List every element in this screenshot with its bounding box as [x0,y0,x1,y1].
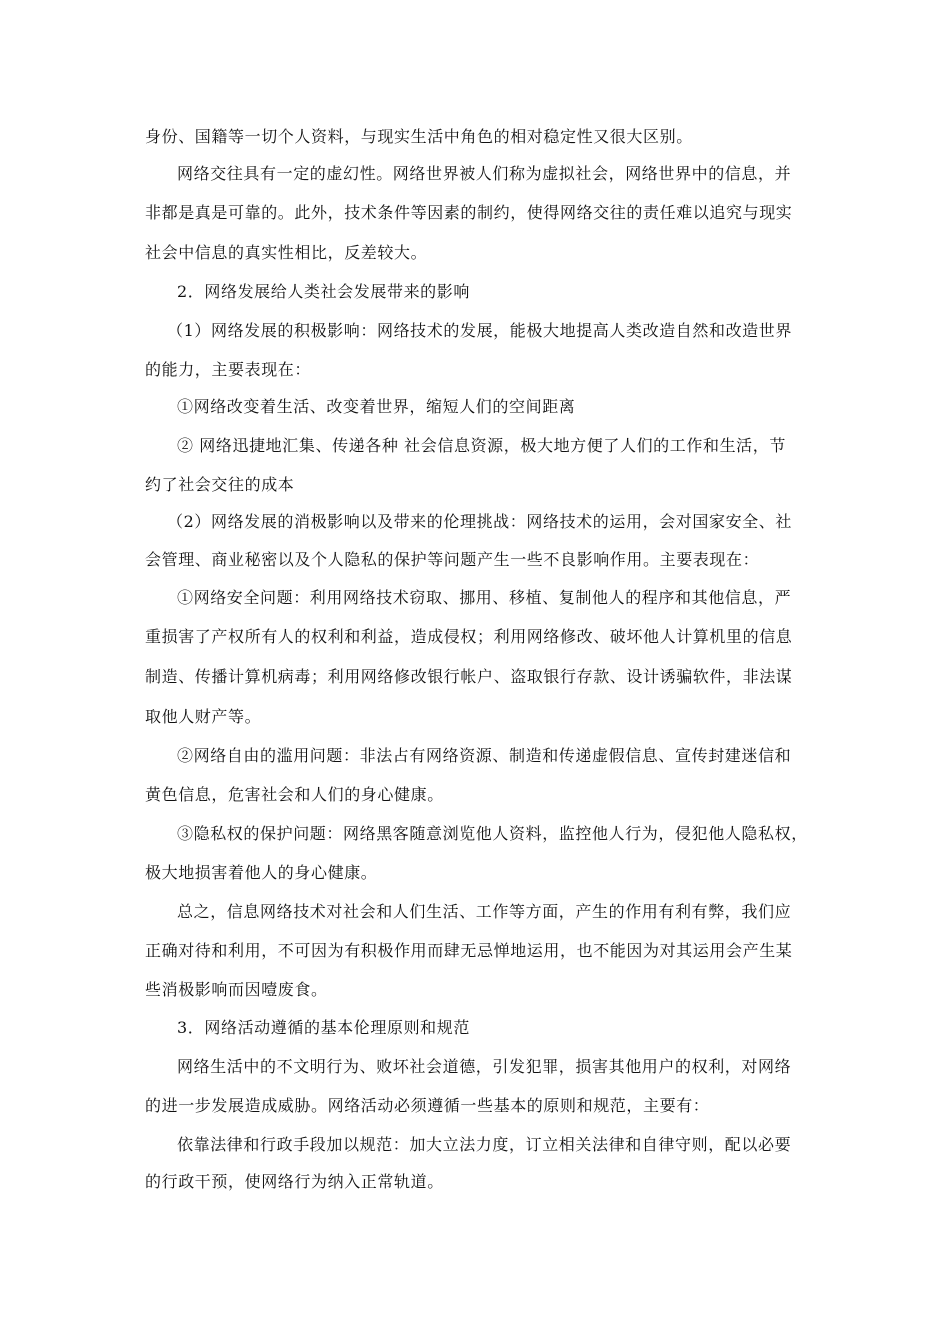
text-line: 制造、传播计算机病毒；利用网络修改银行帐户、盗取银行存款、设计诱骗软件，非法谋 [145,667,793,686]
subsection-heading-1: （1）网络发展的积极影响：网络技术的发展，能极大地提高人类改造自然和改造世界 [167,321,792,340]
section-heading-3: 3．网络活动遵循的基本伦理原则和规范 [177,1018,470,1037]
text-line: 约了社会交往的成本 [145,475,295,494]
paragraph-line: 网络生活中的不文明行为、败坏社会道德，引发犯罪，损害其他用户的权利，对网络 [177,1057,792,1076]
paragraph-line: 总之，信息网络技术对社会和人们生活、工作等方面，产生的作用有利有弊，我们应 [177,902,792,921]
text-line: 的进一步发展造成威胁。网络活动必须遵循一些基本的原则和规范，主要有： [145,1096,710,1115]
text-line: 身份、国籍等一切个人资料，与现实生活中角色的相对稳定性又很大区别。 [145,127,693,146]
list-item: ①网络安全问题：利用网络技术窃取、挪用、移植、复制他人的程序和其他信息，严 [177,588,792,607]
text-line: 重损害了产权所有人的权利和利益，造成侵权；利用网络修改、破坏他人计算机里的信息 [145,627,793,646]
text-line: 取他人财产等。 [145,707,262,726]
text-line: 会管理、商业秘密以及个人隐私的保护等问题产生一些不良影响作用。主要表现在： [145,550,760,569]
text-line: 的能力，主要表现在： [145,360,312,379]
paragraph-line: 网络交往具有一定的虚幻性。网络世界被人们称为虚拟社会，网络世界中的信息，并 [177,164,792,183]
list-item: ③隐私权的保护问题：网络黑客随意浏览他人资料，监控他人行为，侵犯他人隐私权， [177,824,808,843]
text-line: 些消极影响而因噎废食。 [145,980,328,999]
list-item: ②网络自由的滥用问题：非法占有网络资源、制造和传递虚假信息、宣传封建迷信和 [177,746,792,765]
text-line: 极大地损害着他人的身心健康。 [145,863,378,882]
text-line: 黄色信息，危害社会和人们的身心健康。 [145,785,444,804]
subsection-heading-2: （2）网络发展的消极影响以及带来的伦理挑战：网络技术的运用，会对国家安全、社 [167,512,792,531]
list-item: ② 网络迅捷地汇集、传递各种 社会信息资源，极大地方便了人们的工作和生活，节 [177,436,786,455]
text-line: 正确对待和利用，不可因为有积极作用而肆无忌惮地运用，也不能因为对其运用会产生某 [145,941,793,960]
text-line: 社会中信息的真实性相比，反差较大。 [145,243,428,262]
list-item: ①网络改变着生活、改变着世界，缩短人们的空间距离 [177,397,576,416]
text-line: 的行政干预，使网络行为纳入正常轨道。 [145,1172,444,1191]
section-heading-2: 2．网络发展给人类社会发展带来的影响 [177,282,470,301]
text-line: 非都是真是可靠的。此外，技术条件等因素的制约，使得网络交往的责任难以追究与现实 [145,203,793,222]
paragraph-line: 依靠法律和行政手段加以规范：加大立法力度，订立相关法律和自律守则，配以必要 [177,1135,792,1154]
